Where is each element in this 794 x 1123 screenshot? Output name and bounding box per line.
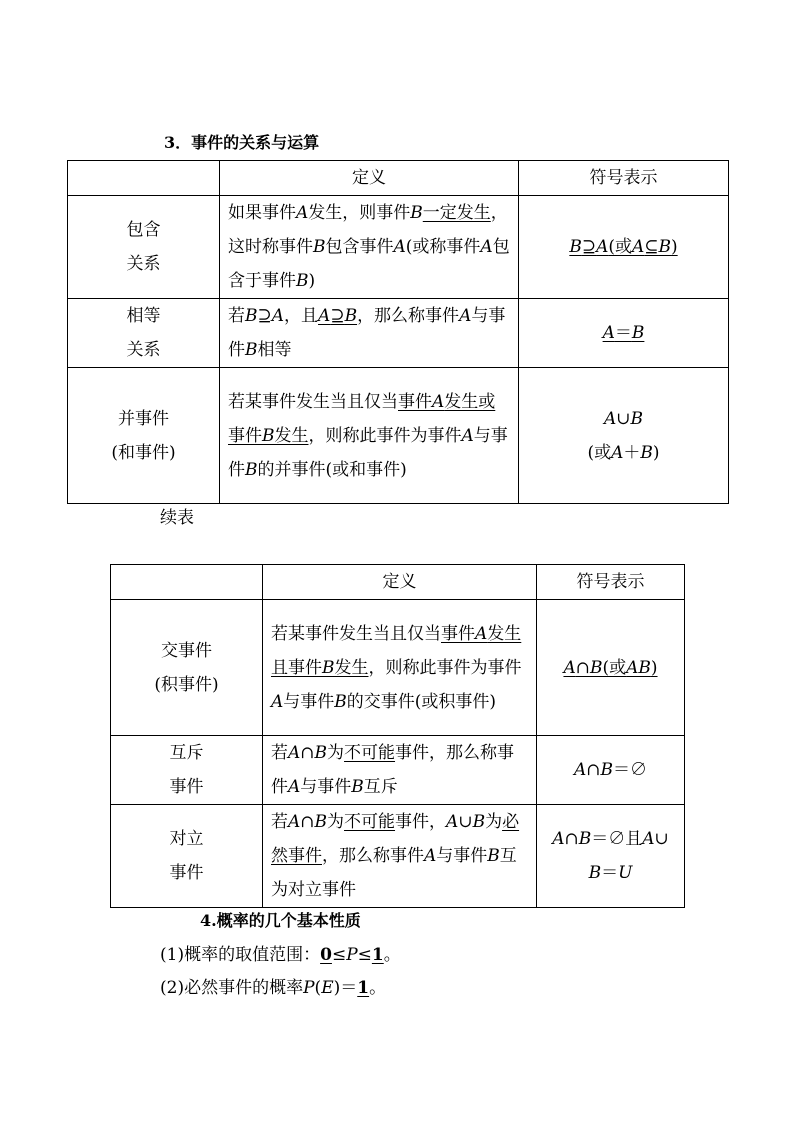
row-sym-union: A∪B (或A＋B) <box>519 368 729 504</box>
header-symbol: 符号表示 <box>537 565 685 600</box>
row-sym-intersection: A∩B(或AB) <box>537 600 685 736</box>
row-def-union: 若某事件发生当且仅当事件A发生或事件B发生，则称此事件为事件A与事件B的并事件(或和事件) <box>220 368 519 504</box>
header-empty-cell <box>111 565 263 600</box>
row-sym-inclusion: B⊇A(或A⊆B) <box>519 196 729 299</box>
row-name-union: 并事件 (和事件) <box>68 368 220 504</box>
row-def-equality: 若B⊇A，且A⊇B，那么称事件A与事件B相等 <box>220 299 519 368</box>
continued-label: 续表 <box>160 508 194 528</box>
row-sym-equality: A＝B <box>519 299 729 368</box>
header-definition: 定义 <box>220 161 519 196</box>
row-def-mutually-exclusive: 若A∩B为不可能事件，那么称事件A与事件B互斥 <box>263 736 537 805</box>
table-row <box>111 600 685 736</box>
header-empty-cell <box>68 161 220 196</box>
row-name-intersection: 交事件 (积事件) <box>111 600 263 736</box>
table-header-row <box>68 161 729 196</box>
row-sym-mutually-exclusive: A∩B＝∅ <box>537 736 685 805</box>
row-name-equality: 相等 关系 <box>68 299 220 368</box>
row-name-inclusion: 包含 关系 <box>68 196 220 299</box>
row-name-complementary: 对立 事件 <box>111 805 263 908</box>
table-row <box>68 299 729 368</box>
row-def-inclusion: 如果事件A发生，则事件B一定发生，这时称事件B包含事件A(或称事件A包含于事件B) <box>220 196 519 299</box>
table-row <box>68 196 729 299</box>
section-4-heading: 4.概率的几个基本性质 <box>200 911 361 930</box>
table-row <box>111 736 685 805</box>
row-def-intersection: 若某事件发生当且仅当事件A发生且事件B发生，则称此事件为事件A与事件B的交事件(或积事件) <box>263 600 537 736</box>
header-symbol: 符号表示 <box>519 161 729 196</box>
table-row <box>111 805 685 908</box>
property-1: (1)概率的取值范围：0≤P≤1。 <box>160 945 401 965</box>
row-sym-complementary: A∩B＝∅且A∪ B＝U <box>537 805 685 908</box>
row-name-mutually-exclusive: 互斥 事件 <box>111 736 263 805</box>
relations-table-continued <box>110 564 685 908</box>
header-definition: 定义 <box>263 565 537 600</box>
relations-table <box>67 160 729 504</box>
section-3-heading: 3．事件的关系与运算 <box>164 133 320 152</box>
table-header-row <box>111 565 685 600</box>
property-2: (2)必然事件的概率P(E)＝1。 <box>160 978 387 998</box>
row-def-complementary: 若A∩B为不可能事件，A∪B为必然事件，那么称事件A与事件B互为对立事件 <box>263 805 537 908</box>
table-row <box>68 368 729 504</box>
